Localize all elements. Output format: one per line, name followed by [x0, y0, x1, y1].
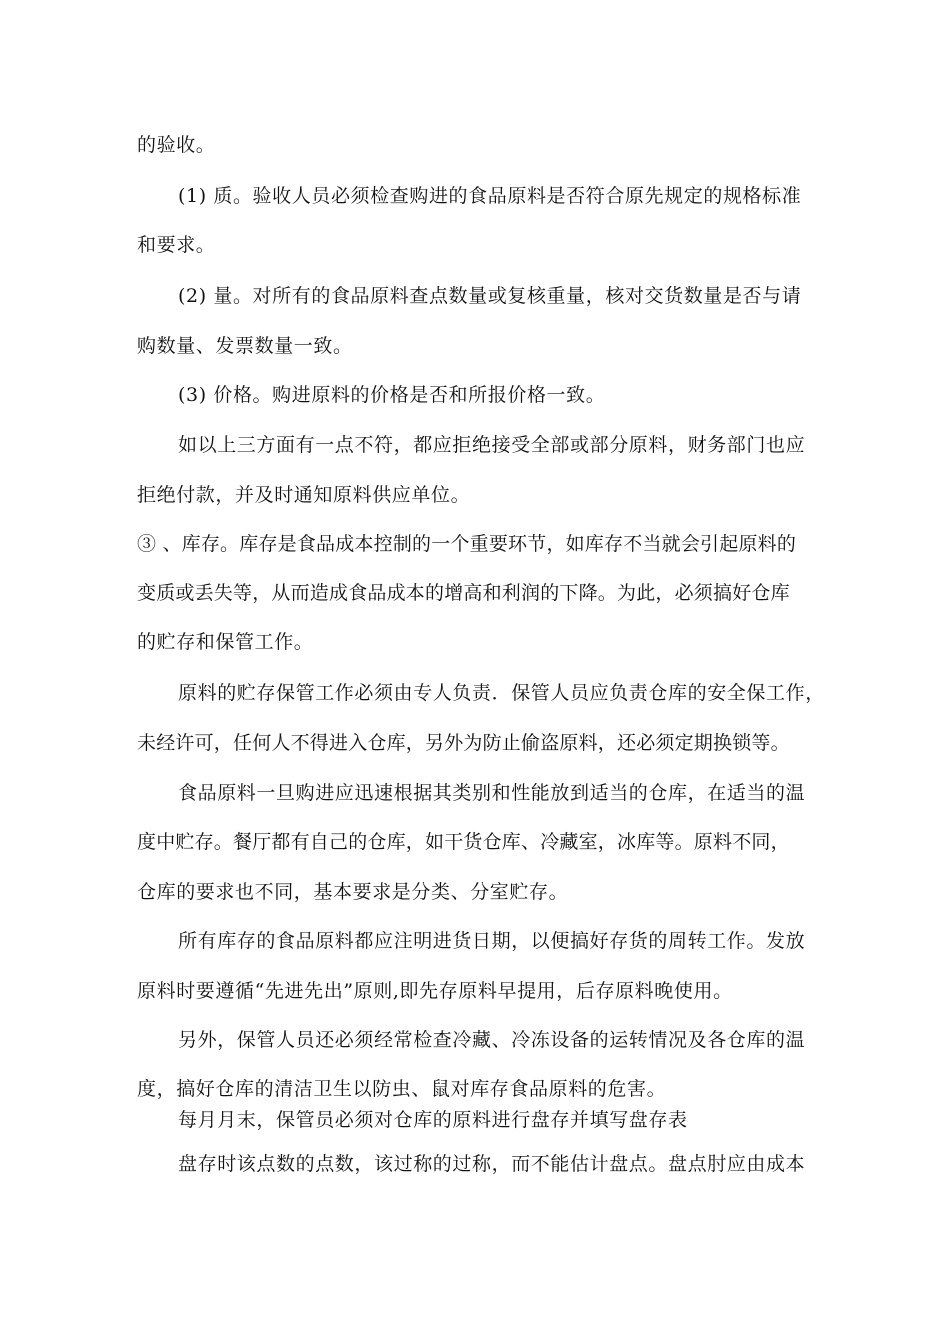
section-heading-inventory: ③ 、库存。库存是食品成本控制的一个重要环节，如库存不当就会引起原料的 — [137, 533, 797, 555]
text-line: 拒绝付款，并及时通知原料供应单位。 — [137, 484, 471, 506]
text-line: 食品原料一旦购进应迅速根据其类别和性能放到适当的仓库，在适当的温 — [178, 782, 806, 804]
text-line: (2) 量。对所有的食品原料查点数量或复核重量，核对交货数量是否与请 — [178, 285, 802, 307]
text-line: 原料时要遵循“先进先出”原则,即先存原料早提用，后存原料晚使用。 — [137, 980, 733, 1002]
text-line: 的贮存和保管工作。 — [137, 631, 314, 653]
text-line: (3) 价格。购进原料的价格是否和所报价格一致。 — [178, 384, 606, 406]
text-line: 未经许可，任何人不得进入仓库，另外为防止偷盗原料，还必须定期换锁等。 — [137, 732, 790, 754]
text-line: 每月月末，保管员必须对仓库的原料进行盘存并填写盘存表 — [178, 1109, 688, 1131]
text-line: 盘存时该点数的点数，该过称的过称，而不能估计盘点。盘点肘应由成本 — [178, 1153, 806, 1175]
text-line: (1) 质。验收人员必须检查购进的食品原料是否符合原先规定的规格标准 — [178, 185, 802, 207]
text-line: 所有库存的食品原料都应注明进货日期，以便搞好存货的周转工作。发放 — [178, 930, 806, 952]
text-line: 另外，保管人员还必须经常检查冷藏、冷冻设备的运转情况及各仓库的温 — [178, 1029, 806, 1051]
text-line: 度，搞好仓库的清洁卫生以防虫、鼠对库存食品原料的危害。 — [137, 1078, 667, 1100]
text-line: 和要求。 — [137, 234, 216, 256]
text-line: 度中贮存。餐厅都有自己的仓库，如干货仓库、冷藏室，冰库等。原料不同， — [137, 831, 790, 853]
text-line: 仓库的要求也不同，基本要求是分类、分室贮存。 — [137, 881, 569, 903]
text-line: 的验收。 — [137, 134, 216, 156]
text-line: 购数量、发票数量一致。 — [137, 335, 353, 357]
text-line: 如以上三方面有一点不符，都应拒绝接受全部或部分原料，财务部门也应 — [178, 434, 806, 456]
text-line: 变质或丢失等，从而造成食品成本的增高和利润的下降。为此，必须搞好仓库 — [137, 582, 790, 604]
text-line: 原料的贮存保管工作必须由专人负责．保管人员应负责仓库的安全保工作， — [178, 682, 825, 704]
